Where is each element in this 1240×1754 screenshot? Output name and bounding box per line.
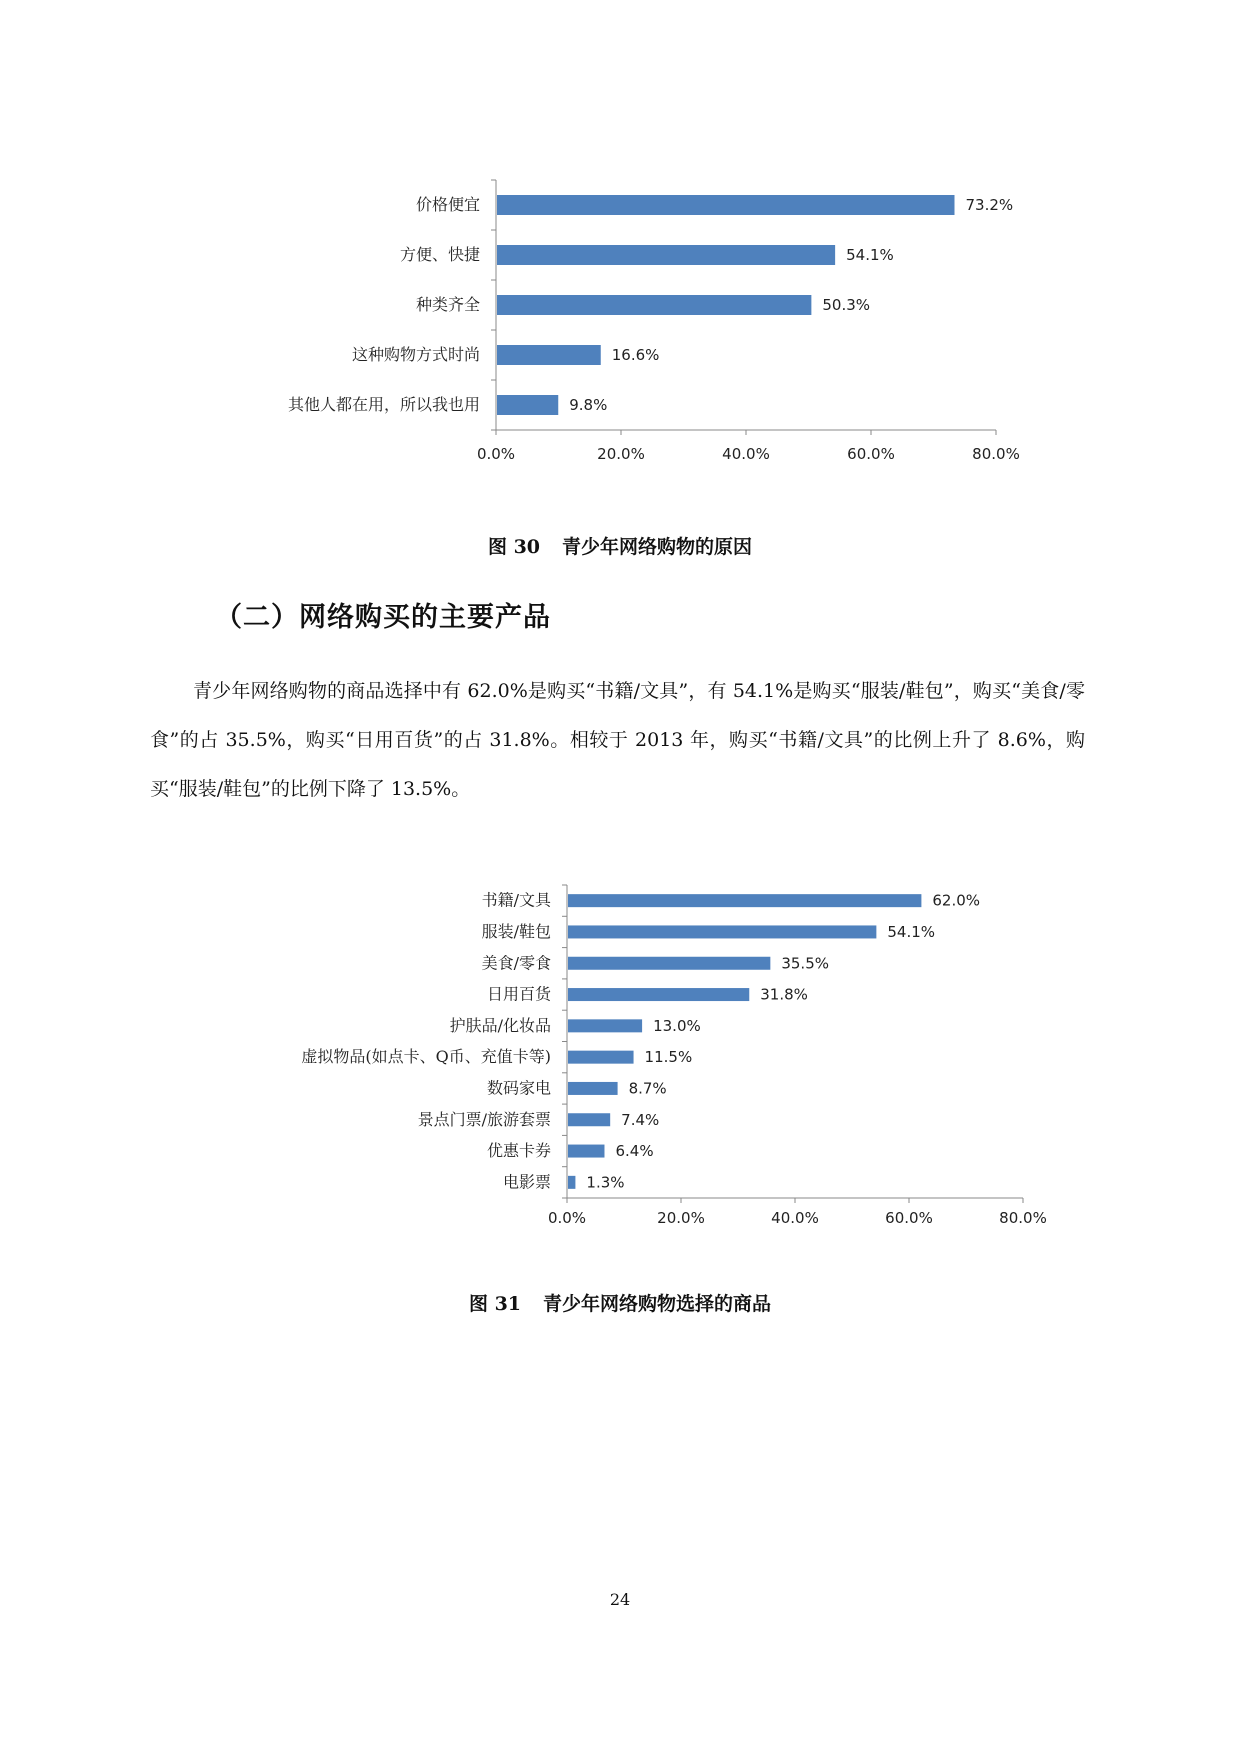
value-label: 11.5% — [644, 1048, 693, 1067]
x-tick-label: 60.0% — [885, 1209, 933, 1227]
value-label: 1.3% — [586, 1173, 625, 1192]
figure-30-number: 图 30 — [487, 536, 541, 558]
bar — [568, 894, 921, 907]
x-tick-label: 0.0% — [547, 1209, 587, 1227]
category-label: 服装/鞋包 — [481, 921, 551, 941]
x-tick-label: 80.0% — [972, 445, 1020, 463]
bar — [568, 1176, 575, 1189]
bar — [568, 1082, 618, 1095]
category-label: 种类齐全 — [415, 295, 480, 314]
category-label: 书籍/文具 — [481, 890, 551, 910]
bar — [568, 925, 876, 938]
x-tick-label: 20.0% — [597, 445, 645, 463]
section-heading: （二）网络购买的主要产品 — [215, 602, 551, 633]
x-tick-label: 80.0% — [999, 1209, 1047, 1227]
value-label: 54.1% — [887, 922, 936, 941]
x-tick-label: 40.0% — [771, 1209, 819, 1227]
category-label: 优惠卡券 — [486, 1141, 551, 1161]
category-label: 景点门票/旅游套票 — [417, 1109, 551, 1129]
value-label: 13.0% — [653, 1016, 701, 1035]
category-label: 日用百货 — [486, 984, 551, 1004]
body-paragraph: 青少年网络购物的商品选择中有 62.0%是购买“书籍/文具”，有 54.1%是购买“服装/鞋包”，购买“美食/零食”的占 35.5%，购买“日用百货”的占 31.8%。相较于 2013 年，购买“书籍/文具”的比例上升了 8.6%，购买“服装/鞋包”的比例下降了 13.5%。 — [150, 680, 1085, 800]
category-label: 护肤品/化妆品 — [449, 1015, 551, 1035]
value-label: 16.6% — [611, 346, 660, 364]
page-number: 24 — [609, 1590, 631, 1609]
value-label: 54.1% — [846, 246, 894, 264]
x-tick-label: 60.0% — [847, 445, 895, 463]
value-label: 35.5% — [781, 954, 830, 973]
bar — [568, 988, 749, 1001]
value-label: 6.4% — [615, 1142, 654, 1161]
bar — [568, 1051, 634, 1064]
category-label: 电影票 — [502, 1172, 551, 1192]
value-label: 73.2% — [965, 196, 1014, 214]
x-tick-label: 40.0% — [722, 445, 770, 463]
value-label: 8.7% — [628, 1079, 667, 1098]
value-label: 50.3% — [822, 296, 871, 314]
value-label: 7.4% — [621, 1110, 660, 1129]
category-label: 虚拟物品(如点卡、Q币、充值卡等) — [301, 1047, 551, 1067]
category-label: 这种购物方式时尚 — [351, 345, 480, 364]
category-label: 价格便宜 — [415, 195, 480, 214]
value-label: 31.8% — [760, 985, 808, 1004]
figure-31-number: 图 31 — [468, 1293, 522, 1315]
figure-31-caption — [0, 1289, 1240, 1316]
figure-30-title: 青少年网络购物的原因 — [562, 536, 753, 558]
x-tick-label: 20.0% — [657, 1209, 705, 1227]
bar — [568, 1145, 604, 1158]
category-label: 方便、快捷 — [399, 245, 480, 264]
category-label: 美食/零食 — [481, 953, 551, 973]
x-tick-label: 0.0% — [476, 445, 516, 463]
bar — [568, 1113, 610, 1126]
value-label: 62.0% — [932, 891, 981, 910]
bar — [568, 1019, 642, 1032]
figure-31-title: 青少年网络购物选择的商品 — [543, 1293, 772, 1315]
bar — [568, 957, 770, 970]
value-label: 9.8% — [569, 396, 608, 414]
category-label: 数码家电 — [486, 1078, 551, 1098]
category-label: 其他人都在用，所以我也用 — [287, 395, 480, 414]
